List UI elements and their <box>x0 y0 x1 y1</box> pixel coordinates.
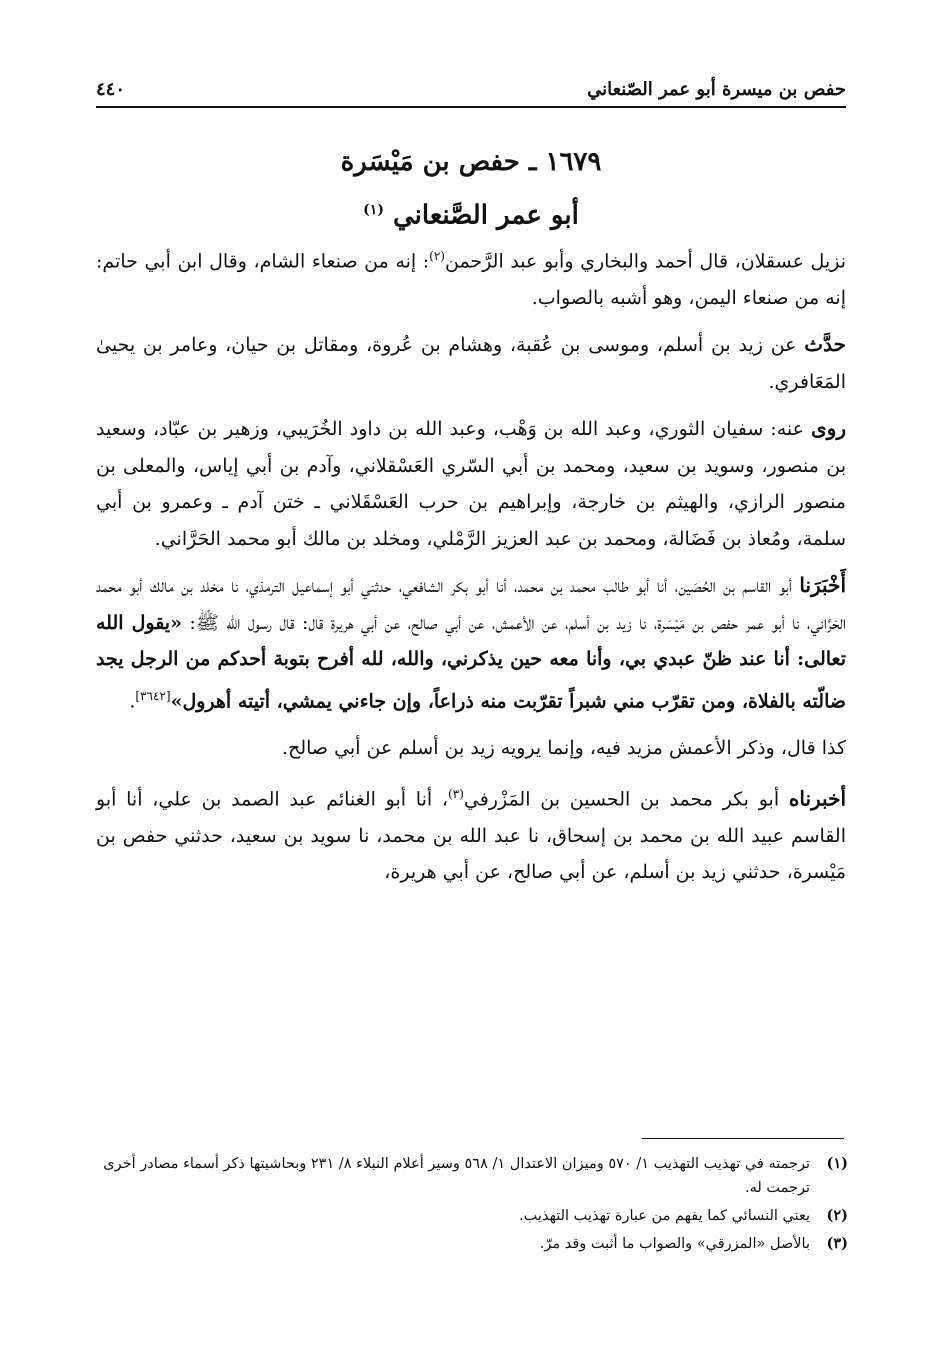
paragraph-comment-text: كذا قال، وذكر الأعمش مزيد فيه، وإنما يرويه زيد بن أسلم عن أبي صالح. <box>282 736 846 759</box>
paragraph-isnad-1 <box>96 567 846 719</box>
body-text <box>96 238 846 901</box>
paragraph-isnad-2-text-b: ، أنا أبو الغنائم عبد الصمد بن علي، أنا أبو القاسم عبيد الله بن محمد بن إسحاق، نا عبد الله بن محمد، نا سويد بن سعيد، حدثني حفص بن مَيْسرة، حدثني زيد بن أسلم، عن أبي صالح، عن أبي هريرة، <box>96 788 846 884</box>
page-number: ٤٤٠ <box>96 79 126 100</box>
footnote-text: ترجمته في تهذيب التهذيب ١/ ٥٧٠ وميزان الاعتدال ١/ ٥٦٨ وسير أعلام النبلاء ٨/ ٢٣١ وبحاشيتها ذكر أسماء مصادر أخرى ترجمت له. <box>103 1156 810 1196</box>
paragraph-origin-text-b: : إنه من صنعاء الشام، وقال ابن أبي حاتم: إنه من صنعاء اليمن، وهو أشبه بالصواب. <box>96 250 846 309</box>
hadith-text: «يقول الله تعالى: أنا عند ظنّ عبدي بي، وأنا معه حين يذكرني، والله، لله أفرح بتوبة أحدكم من الرجل يجد ضالّته بالفلاة، ومن تقرّب مني شبراً تقرّبت منه ذراعاً، وإن جاءني يمشي، أتيته أهرول» <box>96 611 846 713</box>
running-header <box>96 74 846 108</box>
entry-title-line2: أبو عمر الصَّنعاني <box>393 200 579 231</box>
entry-title-line1: ١٦٧٩ ـ حفص بن مَيْسَرة <box>340 147 602 177</box>
footnote-text: بالأصل «المزرقي» والصواب ما أثبت وقد مرّ. <box>539 1236 810 1252</box>
footnote-number: (٢) <box>826 1207 848 1224</box>
entry-title-line2-wrap <box>96 186 846 240</box>
hadith-number: [٣٦٤٢] <box>135 688 171 703</box>
footnote-item <box>96 1232 848 1256</box>
paragraph-narrated-from <box>96 326 846 400</box>
lead-word-akhbaranahu: أخبرناه <box>788 786 847 811</box>
lead-word-rawa: روى <box>811 416 846 441</box>
running-title: حفص بن ميسرة أبو عمر الصّنعاني <box>587 79 846 100</box>
lead-word-akhbarana: أَخْبَرَنا <box>799 573 846 598</box>
paragraph-isnad-2-text-a: أبو بكر محمد بن الحسين بن المَزْرفي <box>463 788 789 811</box>
footnote-ref-1: (١) <box>363 202 384 218</box>
paragraph-isnad-2 <box>96 776 846 891</box>
footnote-item <box>96 1152 848 1200</box>
footnote-ref-3: (٣) <box>448 787 464 802</box>
paragraph-narrators <box>96 410 846 557</box>
lead-word-haddath: حدَّث <box>804 332 846 357</box>
entry-title <box>96 138 846 240</box>
paragraph-isnad-1-end: . <box>129 690 136 713</box>
paragraph-origin-text-a: نزيل عسقلان، قال أحمد والبخاري وأبو عبد الرَّحمن <box>444 250 846 273</box>
footnote-number: (١) <box>826 1155 848 1172</box>
footnotes <box>96 1152 848 1260</box>
paragraph-narrated-from-text: عن زيد بن أسلم، وموسى بن عُقبة، وهشام بن عُروة، ومقاتل بن حيان، وعامر بن يحيىٰ المَعَافري. <box>96 334 846 393</box>
paragraph-narrators-text: عنه: سفيان الثوري، وعبد الله بن وَهْب، وعبد الله بن داود الخُرَيبي، وزهير بن عبّاد، وسعيد بن منصور، وسويد بن سعيد، ومحمد بن أبي السّري العَسْقلاني، وآدم بن أبي إياس، والمعلى بن منصور الرازي، والهيثم بن خارجة، وإبراهيم بن حرب العَسْقَلاني ـ ختن آدم ـ وعمرو بن أبي سلمة، ومُعاذ بن فَضَالة، ومحمد بن عبد العزيز الرَّمْلي، ومخلد بن مالك أبو محمد الحَرَّاني. <box>96 418 846 550</box>
footnote-item <box>96 1204 848 1228</box>
footnote-ref-2: (٢) <box>429 249 445 263</box>
paragraph-isnad-1-text: أبو القاسم بن الحُصَين، أنا أبو طالب محمد بن محمد، أنا أبو بكر الشافعي، حدثني أبو إسماعيل الترمذي، نا مخلد بن مالك أبو محمد الحَرَّاني، نا أبو عمر حفص بن مَيْسَرة، نا زيد بن أسلم، عن الأعمش، عن أبي صالح، عن أبي هريرة قال: قال رسول الله ﷺ: <box>96 575 846 634</box>
paragraph-comment <box>96 730 846 767</box>
paragraph-origin <box>96 238 846 316</box>
footnote-divider <box>642 1138 844 1139</box>
footnote-number: (٣) <box>826 1235 848 1252</box>
footnote-text: يعني النسائي كما يفهم من عبارة تهذيب التهذيب. <box>519 1208 810 1224</box>
